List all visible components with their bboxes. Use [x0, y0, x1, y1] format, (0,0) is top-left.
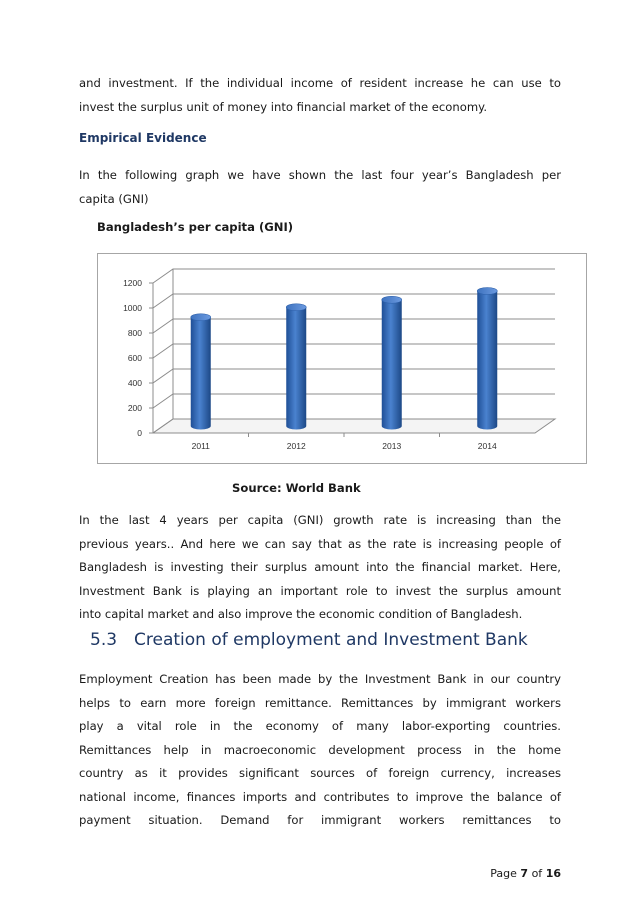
bar: [382, 300, 402, 430]
bar-top: [382, 296, 402, 303]
y-tick-label: 400: [127, 378, 142, 388]
section-number: 5.3: [90, 630, 118, 650]
y-tick-label: 600: [127, 353, 142, 363]
text-line: capita (GNI): [79, 191, 149, 206]
chart-title: Bangladesh’s per capita (GNI): [97, 220, 294, 234]
paragraph-analysis: [79, 509, 561, 627]
page-label: Page: [490, 867, 517, 880]
text-line: Bangladesh is investing their surplus amount into the financial market. Here,: [79, 560, 561, 574]
bar-top: [191, 314, 211, 321]
bar: [191, 317, 211, 429]
page-footer: [470, 867, 561, 880]
x-tick-label: 2014: [477, 441, 497, 451]
text-line: Employment Creation has been made by the Investment Bank in our country: [79, 672, 561, 686]
bar-top: [477, 288, 497, 295]
gridline: [153, 269, 555, 283]
y-tick-label: 1200: [123, 278, 142, 288]
x-tick-label: 2011: [191, 441, 210, 451]
bar: [286, 307, 306, 429]
page-of: of: [531, 867, 543, 880]
text-line: Investment Bank is playing an important role to invest the surplus amount: [79, 583, 561, 598]
x-tick-label: 2013: [382, 441, 402, 451]
section-heading: [90, 630, 528, 650]
x-tick-label: 2012: [286, 441, 306, 451]
chart-frame: [97, 253, 587, 464]
bar-top: [286, 304, 306, 311]
current-page: 7: [520, 867, 529, 880]
text-line: payment situation. Demand for immigrant workers remittances to: [79, 813, 561, 827]
section-title: Creation of employment and Investment Bank: [134, 630, 528, 650]
text-line: national income, finances imports and contributes to improve the balance of: [79, 789, 561, 804]
y-tick-label: 200: [127, 403, 142, 413]
bar: [477, 291, 497, 430]
empirical-evidence-heading: Empirical Evidence: [79, 131, 207, 145]
text-line: In the following graph we have shown the last four year’s Bangladesh per: [79, 168, 561, 182]
text-line: previous years.. And here we can say that as the rate is increasing people of: [79, 536, 561, 551]
text-line: play a vital role in the economy of many labor-exporting countries.: [79, 719, 561, 733]
text-line: Remittances help in macroeconomic development process in the home: [79, 742, 561, 757]
y-tick-label: 800: [127, 328, 142, 338]
y-tick-label: 0: [137, 428, 142, 438]
paragraph-graph-intro: [79, 164, 561, 211]
text-line: helps to earn more foreign remittance. Remittances by immigrant workers: [79, 695, 561, 710]
text-line: In the last 4 years per capita (GNI) growth rate is increasing than the: [79, 513, 561, 527]
chart-source: Source: World Bank: [232, 481, 361, 495]
gni-bar-chart: [98, 254, 586, 463]
text-line: into capital market and also improve the economic condition of Bangladesh.: [79, 607, 523, 621]
paragraph-employment: [79, 668, 561, 833]
text-line: country as it provides significant sources of foreign currency, increases: [79, 766, 561, 780]
total-pages: 16: [545, 867, 561, 880]
paragraph-investment-continuation: [79, 72, 561, 119]
text-line: and investment. If the individual income of resident increase he can use to: [79, 76, 561, 90]
y-tick-label: 1000: [123, 303, 142, 313]
text-line: invest the surplus unit of money into financial market of the economy.: [79, 99, 488, 114]
